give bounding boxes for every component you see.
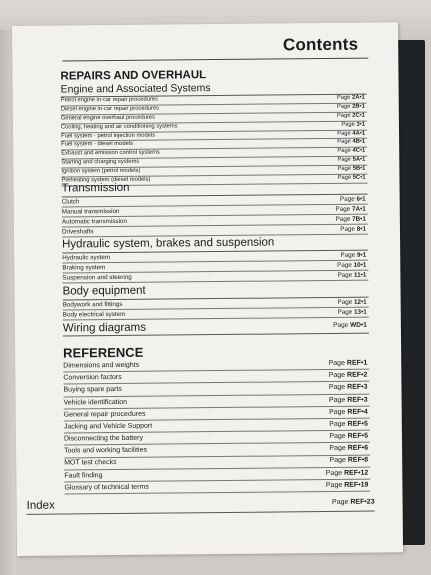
section-heading-reference: REFERENCE	[63, 344, 144, 361]
entry-page: Page 2C•1	[337, 112, 365, 119]
entry-label: Fuel system - diesel models	[61, 141, 134, 148]
entry-label: MOT test checks	[64, 459, 117, 468]
section-repairs	[60, 67, 367, 187]
entry-label: Ignition system (petrol models)	[61, 167, 141, 175]
section-reference	[63, 343, 370, 495]
hydraulic-list	[62, 251, 368, 284]
entry-page: Page REF•23	[331, 498, 375, 506]
entry-page: Page 5B•1	[337, 165, 366, 172]
section-hydraulic	[62, 235, 368, 284]
entry-label: Tools and working facilities	[64, 447, 147, 455]
transmission-list	[62, 195, 368, 238]
entry-label: Driveshafts	[61, 228, 94, 236]
title-rule	[62, 58, 368, 62]
subsection-heading-engine: Engine and Associated Systems	[61, 81, 367, 98]
entry-page: Page REF•5	[329, 432, 368, 441]
entry-label: Jacking and Vehicle Support	[63, 422, 153, 431]
entry-label: Vehicle identification	[63, 398, 128, 407]
entry-page: Page REF•4	[329, 408, 368, 416]
entry-label: Hydraulic system	[62, 254, 111, 262]
entry-label: Bodywork and fittings	[62, 300, 123, 309]
entry-page: Page 8•1	[340, 225, 366, 233]
entry-page: Page REF•8	[329, 457, 369, 465]
entry-label: Index	[26, 499, 55, 512]
entry-label: Glossary of technical terms	[64, 483, 149, 492]
section-body	[62, 282, 368, 321]
entry-label: Disconnecting the battery	[63, 434, 143, 443]
entry-page: Page REF•19	[325, 481, 369, 489]
entry-page: Page 12•1	[337, 298, 367, 306]
contents-page	[12, 22, 403, 556]
entry-page: Page REF•3	[328, 383, 368, 392]
entry-label: Cooling, heating and air conditioning systems	[60, 123, 178, 131]
toc-entry-wiring[interactable]	[63, 319, 369, 337]
entry-page: Page 4C•1	[337, 147, 366, 155]
entry-label: Dimensions and weights	[63, 361, 140, 370]
entry-page: Page 9•1	[340, 251, 367, 259]
entry-label: Suspension and steering	[62, 273, 132, 282]
entry-label: Fuel system - petrol injection models	[61, 132, 156, 140]
entry-label: Body electrical system	[62, 310, 126, 319]
section-heading-repairs: REPAIRS AND OVERHAUL	[60, 69, 207, 83]
section-heading-body: Body equipment	[62, 282, 368, 301]
section-heading-hydraulic: Hydraulic system, brakes and suspension	[62, 235, 368, 254]
entry-page: Page 6•1	[339, 195, 366, 203]
entry-label: Diesel engine in-car repair procedures	[60, 105, 160, 113]
entry-label: General engine overhaul procedures	[60, 114, 156, 122]
section-wiring	[63, 319, 369, 337]
entry-page: Page 2A•1	[336, 94, 365, 101]
entry-label: Petrol engine in-car repair procedures	[60, 96, 159, 104]
entry-page: Page 13•1	[337, 308, 367, 316]
entry-page: Page 2B•1	[336, 103, 365, 110]
entry-page: Page REF•12	[325, 469, 369, 477]
toc-entry[interactable]	[64, 479, 370, 494]
entry-page: Page REF•5	[329, 420, 368, 428]
entry-page: Page 11•1	[337, 271, 367, 279]
entry-page: Page REF•3	[328, 396, 368, 404]
entry-page: Page 7A•1	[335, 205, 366, 213]
entry-label: Braking system	[62, 264, 106, 272]
entry-page: Page REF•2	[328, 371, 368, 380]
toc-entry-index[interactable]	[27, 495, 375, 515]
entry-page: Page REF•1	[328, 359, 368, 367]
entry-label: Conversion factors	[63, 374, 122, 382]
entry-label: Preheating system (diesel models)	[61, 176, 151, 184]
entry-page: Page 10•1	[337, 261, 367, 269]
section-heading-transmission: Transmission	[61, 179, 367, 198]
entry-label: Automatic transmission	[61, 217, 128, 226]
entry-page: Page 3•1	[341, 121, 365, 128]
entry-page: Page 4B•1	[337, 139, 366, 146]
entry-page: Page 5C•1	[337, 174, 366, 181]
entry-page: Page 7B•1	[335, 215, 366, 223]
entry-label: Exhaust and emission control systems	[61, 149, 160, 157]
entry-label: General repair procedures	[63, 410, 146, 419]
entry-label: Clutch	[61, 198, 80, 206]
entry-label: Starting and charging systems	[61, 159, 140, 166]
page-title: Contents	[282, 34, 359, 55]
entry-page: Page 4A•1	[337, 130, 366, 137]
entry-label: Buying spare parts	[63, 386, 122, 394]
entry-page: Page 5A•1	[337, 156, 366, 164]
entry-page: Page WD•1	[333, 321, 367, 329]
entry-page: Page REF•6	[329, 444, 369, 453]
entry-label: Manual transmission	[61, 207, 120, 216]
body-list	[63, 298, 369, 321]
reference-list	[63, 358, 370, 495]
entry-label: Wiring diagrams	[62, 321, 147, 335]
repairs-list	[61, 95, 368, 187]
entry-label: Fault finding	[64, 471, 103, 480]
